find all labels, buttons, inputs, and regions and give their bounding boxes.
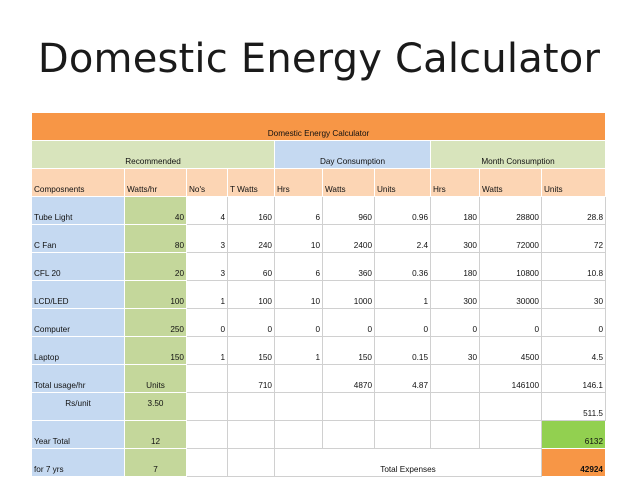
table-cell: 10.8: [542, 253, 606, 281]
empty-cell: [431, 365, 480, 393]
year-total-row: [32, 421, 606, 449]
table-cell: 3: [187, 253, 228, 281]
column-header: Units: [375, 169, 431, 197]
empty-cell: [187, 449, 228, 477]
empty-cell: [275, 393, 323, 421]
component-name: Laptop: [32, 337, 125, 365]
year-total-amount: 6132: [542, 421, 606, 449]
year-total-value: 12: [125, 421, 187, 449]
seven-years-row: [32, 449, 606, 477]
table-cell: 0: [480, 309, 542, 337]
table-cell: 10800: [480, 253, 542, 281]
component-name: Computer: [32, 309, 125, 337]
table-cell: 6: [275, 253, 323, 281]
group-header-month: Month Consumption: [431, 141, 606, 169]
empty-cell: [187, 365, 228, 393]
table-cell: 1: [275, 337, 323, 365]
table-cell: 0: [187, 309, 228, 337]
seven-years-value: 7: [125, 449, 187, 477]
table-cell: 30000: [480, 281, 542, 309]
column-header: Hrs: [275, 169, 323, 197]
total-t-watts: 710: [228, 365, 275, 393]
column-header: No's: [187, 169, 228, 197]
component-name: LCD/LED: [32, 281, 125, 309]
table-cell: 28800: [480, 197, 542, 225]
table-row-laptop: [32, 337, 606, 365]
table-cell: 160: [228, 197, 275, 225]
table-cell: 40: [125, 197, 187, 225]
seven-years-label: for 7 yrs: [32, 449, 125, 477]
empty-cell: [275, 421, 323, 449]
table-cell: 1: [187, 337, 228, 365]
table-cell: 4: [187, 197, 228, 225]
column-header: Composnents: [32, 169, 125, 197]
empty-cell: [275, 365, 323, 393]
page-title: Domestic Energy Calculator: [37, 36, 601, 82]
table-cell: 60: [228, 253, 275, 281]
table-row-computer: [32, 309, 606, 337]
empty-cell: [228, 421, 275, 449]
table-cell: 6: [275, 197, 323, 225]
total-usage-units-label: Units: [125, 365, 187, 393]
group-header-day: Day Consumption: [275, 141, 431, 169]
energy-table: [31, 112, 606, 477]
table-cell: 150: [323, 337, 375, 365]
empty-cell: [228, 449, 275, 477]
group-header-recommended: Recommended: [32, 141, 275, 169]
total-usage-row: [32, 365, 606, 393]
total-expenses-amount: 42924: [542, 449, 606, 477]
rate-amount: 511.5: [542, 393, 606, 421]
table-cell: 28.8: [542, 197, 606, 225]
table-cell: 1: [187, 281, 228, 309]
group-header-row: [32, 141, 606, 169]
rate-value: 3.50: [125, 393, 187, 421]
table-cell: 360: [323, 253, 375, 281]
table-cell: 4500: [480, 337, 542, 365]
rate-label: Rs/unit: [32, 393, 125, 421]
table-cell: 960: [323, 197, 375, 225]
table-cell: 1000: [323, 281, 375, 309]
table-cell: 0: [323, 309, 375, 337]
empty-cell: [323, 421, 375, 449]
component-name: Tube Light: [32, 197, 125, 225]
table-cell: 72: [542, 225, 606, 253]
total-day-units: 4.87: [375, 365, 431, 393]
empty-cell: [323, 393, 375, 421]
caption-row: [32, 113, 606, 141]
table-row-lcd-led: [32, 281, 606, 309]
component-name: C Fan: [32, 225, 125, 253]
empty-cell: [187, 421, 228, 449]
empty-cell: [187, 393, 228, 421]
table-cell: 0.36: [375, 253, 431, 281]
table-cell: 2400: [323, 225, 375, 253]
table-cell: 0: [542, 309, 606, 337]
year-total-label: Year Total: [32, 421, 125, 449]
total-month-watts: 146100: [480, 365, 542, 393]
column-header-row: [32, 169, 606, 197]
table-cell: 150: [228, 337, 275, 365]
table-row-cfl-20: [32, 253, 606, 281]
total-expenses-label: Total Expenses: [275, 449, 542, 477]
table-caption: Domestic Energy Calculator: [32, 113, 606, 141]
rate-row: [32, 393, 606, 421]
total-usage-label: Total usage/hr: [32, 365, 125, 393]
table-cell: 0: [275, 309, 323, 337]
column-header: Hrs: [431, 169, 480, 197]
table-cell: 300: [431, 225, 480, 253]
table-row-tube-light: [32, 197, 606, 225]
table-cell: 100: [228, 281, 275, 309]
table-cell: 100: [125, 281, 187, 309]
table-cell: 4.5: [542, 337, 606, 365]
column-header: Units: [542, 169, 606, 197]
table-cell: 0.96: [375, 197, 431, 225]
table-cell: 0.15: [375, 337, 431, 365]
empty-cell: [431, 393, 480, 421]
table-cell: 150: [125, 337, 187, 365]
table-cell: 180: [431, 253, 480, 281]
table-cell: 20: [125, 253, 187, 281]
component-name: CFL 20: [32, 253, 125, 281]
column-header: Watts: [480, 169, 542, 197]
empty-cell: [375, 421, 431, 449]
table-cell: 10: [275, 281, 323, 309]
data-rows: [32, 197, 606, 365]
table-cell: 80: [125, 225, 187, 253]
table-cell: 1: [375, 281, 431, 309]
column-header: Watts: [323, 169, 375, 197]
table-cell: 250: [125, 309, 187, 337]
table-cell: 0: [431, 309, 480, 337]
table-cell: 240: [228, 225, 275, 253]
table-cell: 30: [431, 337, 480, 365]
empty-cell: [480, 393, 542, 421]
table-cell: 2.4: [375, 225, 431, 253]
table-cell: 30: [542, 281, 606, 309]
empty-cell: [480, 421, 542, 449]
table-row-c-fan: [32, 225, 606, 253]
table-cell: 0: [228, 309, 275, 337]
empty-cell: [375, 393, 431, 421]
total-day-watts: 4870: [323, 365, 375, 393]
table-cell: 72000: [480, 225, 542, 253]
empty-cell: [228, 393, 275, 421]
table-cell: 300: [431, 281, 480, 309]
table-cell: 3: [187, 225, 228, 253]
column-header: Watts/hr: [125, 169, 187, 197]
total-month-units: 146.1: [542, 365, 606, 393]
empty-cell: [431, 421, 480, 449]
table-cell: 10: [275, 225, 323, 253]
column-header: T Watts: [228, 169, 275, 197]
table-cell: 180: [431, 197, 480, 225]
table-cell: 0: [375, 309, 431, 337]
